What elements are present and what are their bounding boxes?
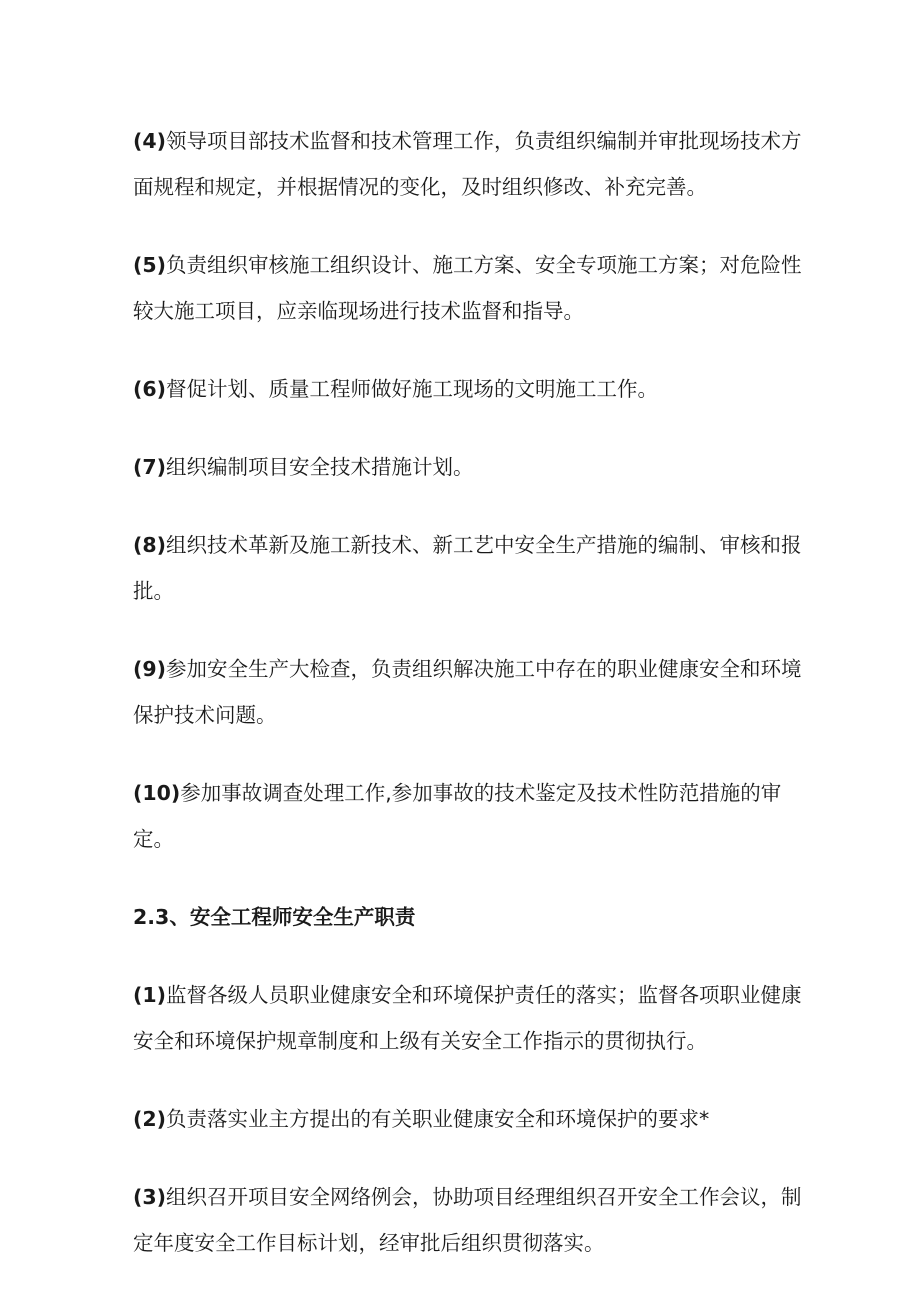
paragraph-item-5 [133,242,805,334]
item-number: (8) [133,533,167,557]
section-heading: 2.3、安全工程师安全生产职责 [133,905,416,929]
item-text: 负责落实业主方提出的有关职业健康安全和环境保护的要求* [166,1107,710,1131]
section-paragraph-item-3 [133,1174,805,1266]
item-text: 监督各级人员职业健康安全和环境保护责任的落实；监督各项职业健康安全和环境保护规章制度和上级有关安全工作指示的贯彻执行。 [133,983,802,1053]
section-paragraph-item-1 [133,972,805,1064]
paragraph-item-6 [133,366,805,412]
paragraph-item-4 [133,118,805,210]
item-text: 组织编制项目安全技术措施计划。 [166,455,474,479]
item-number: (9) [133,657,167,681]
item-number: (1) [133,983,167,1007]
item-text: 负责组织审核施工组织设计、施工方案、安全专项施工方案；对危险性较大施工项目，应亲临现场进行技术监督和指导。 [133,253,802,323]
paragraph-item-7 [133,444,805,490]
section-paragraph-item-2 [133,1096,805,1142]
item-number: (5) [133,253,167,277]
item-number: (2) [133,1107,167,1131]
item-text: 组织召开项目安全网络例会，协助项目经理组织召开安全工作会议，制定年度安全工作目标计划，经审批后组织贯彻落实。 [133,1185,802,1255]
item-text: 组织技术革新及施工新技术、新工艺中安全生产措施的编制、审核和报批。 [133,533,802,603]
item-text: 领导项目部技术监督和技术管理工作，负责组织编制并审批现场技术方面规程和规定，并根据情况的变化，及时组织修改、补充完善。 [133,129,802,199]
item-text: 督促计划、质量工程师做好施工现场的文明施工工作。 [166,377,659,401]
item-number: (4) [133,129,167,153]
item-number: (7) [133,455,167,479]
paragraph-item-9 [133,646,805,738]
paragraph-item-8 [133,522,805,614]
item-number: (3) [133,1185,167,1209]
document-body [133,118,805,1298]
item-number: (6) [133,377,167,401]
item-number: (10) [133,781,181,805]
item-text: 参加事故调查处理工作,参加事故的技术鉴定及技术性防范措施的审定。 [133,781,782,851]
item-text: 参加安全生产大检查，负责组织解决施工中存在的职业健康安全和环境保护技术问题。 [133,657,802,727]
paragraph-item-10 [133,770,805,862]
